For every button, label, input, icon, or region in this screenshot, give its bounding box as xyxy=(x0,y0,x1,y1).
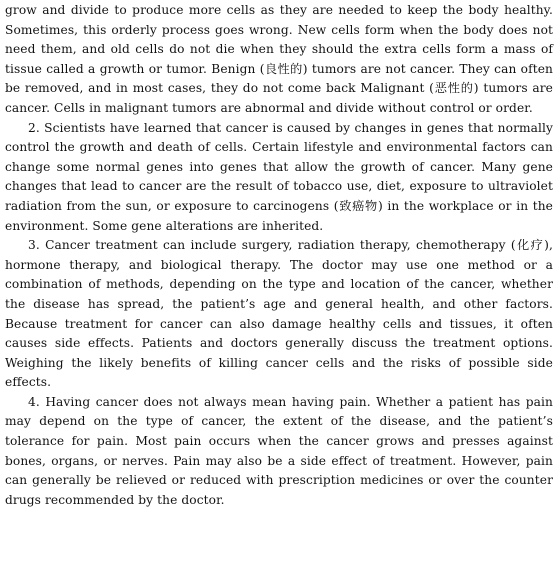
paragraph-3: 3. Cancer treatment can include surgery, radiation therapy, chemotherapy (化疗), hormone therapy, and biological therapy. The doctor may use one method or a combination of methods, depending on the type and location of the cancer, whether the disease has spread, the patient’s age and general health, and other factors. Because treatment for cancer can also damage healthy cells and tissues, it often causes side effects. Patients and doctors generally discuss the treatment options. Weighing the likely benefits of killing cancer cells and the risks of possible side effects. xyxy=(5,238,553,390)
paragraph-2: 2. Scientists have learned that cancer is caused by changes in genes that normally control the growth and death of cells. Certain lifestyle and environmental factors can change some normal genes into genes that allow the growth of cancer. Many gene changes that lead to cancer are the result of tobacco use, diet, exposure to ultraviolet radiation from the sun, or exposure to carcinogens (致癌物) in the workplace or in the environment. Some gene alterations are inherited. xyxy=(5,120,553,233)
paragraph-1-continuation: grow and divide to produce more cells as they are needed to keep the body healthy. Sometimes, this orderly process goes wrong. New cells form when the body does not need them, and old cells do not die when they should the extra cells form a mass of tissue called a growth or tumor. Benign (良性的) tumors are not cancer. They can often be removed, and in most cases, they do not come back Malignant (恶性的) tumors are cancer. Cells in malignant tumors are abnormal and divide without control or order. xyxy=(5,3,553,115)
paragraph-4: 4. Having cancer does not always mean having pain. Whether a patient has pain may depend on the type of cancer, the extent of the disease, and the patient’s tolerance for pain. Most pain occurs when the cancer grows and presses against bones, organs, or nerves. Pain may also be a side effect of treatment. However, pain can generally be relieved or reduced with prescription medicines or over the counter drugs recommended by the doctor. xyxy=(5,394,553,507)
